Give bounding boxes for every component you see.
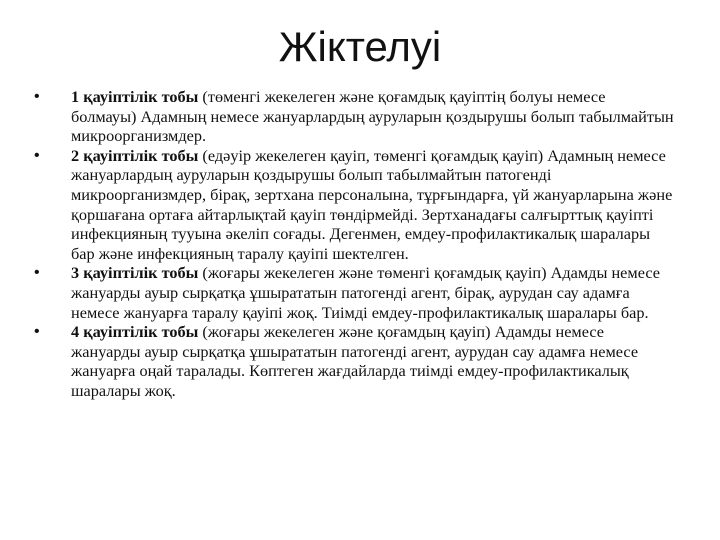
item-text: (жоғары жекелеген және қоғамдың қауіп) Адамды немесе жануарды ауыр сырқатқа ұшырататын патогенді агент, аурудан сау адамға немесе жануарға оңай таралады. Көптеген жағдайларда тиімді емдеу-профилактикалық шаралары жоқ. [71, 322, 639, 400]
bullet-list [34, 87, 674, 401]
item-lead: 4 қауіптілік тобы [71, 322, 199, 342]
bullet-icon: • [34, 146, 40, 164]
slide-title: Жіктелуі [278, 23, 442, 70]
item-text: (төменгі жекелеген және қоғамдық қауіптің болуы немесе болмауы) Адамның немесе жануарлардың ауруларын қоздырушы болып табылмайтын микроорганизмдер. [71, 87, 674, 146]
item-text: (жоғары жекелеген және төменгі қоғамдық қауіп) Адамды немесе жануарды ауыр сырқатқа ұшырататын патогенді агент, бірақ, аурудан сау адамға немесе жануарға таралу қауіпі жоқ. Тиімді емдеу-профилактикалық шаралары бар. [71, 263, 660, 322]
list-item [34, 322, 674, 400]
list-item [34, 263, 674, 322]
item-lead: 3 қауіптілік тобы [71, 263, 199, 283]
item-lead: 1 қауіптілік тобы [71, 87, 199, 106]
item-text: (едәуір жекелеген қауіп, төменгі қоғамдық қауіп) Адамның немесе жануарлардың ауруларын қоздырушы болып табылмайтын патогенді микроорганизмдер, бірақ, зертхана персоналына, тұрғындарға, үй жануарларына және қоршағана ортаға айтарлықтай қауіп төндірмейді. Зертханадағы салғырттық қауіпті инфекцияның тууына әкеліп соғады. Дегенмен, емдеу-профилактикалық шаралары бар және инфекцияның таралу қауіпі шектелген. [71, 145, 673, 263]
bullet-icon: • [34, 264, 40, 282]
list-item [34, 87, 674, 146]
item-lead: 2 қауіптілік тобы [71, 145, 199, 165]
bullet-icon: • [34, 323, 40, 341]
list-item [34, 146, 674, 264]
bullet-icon: • [34, 88, 40, 105]
